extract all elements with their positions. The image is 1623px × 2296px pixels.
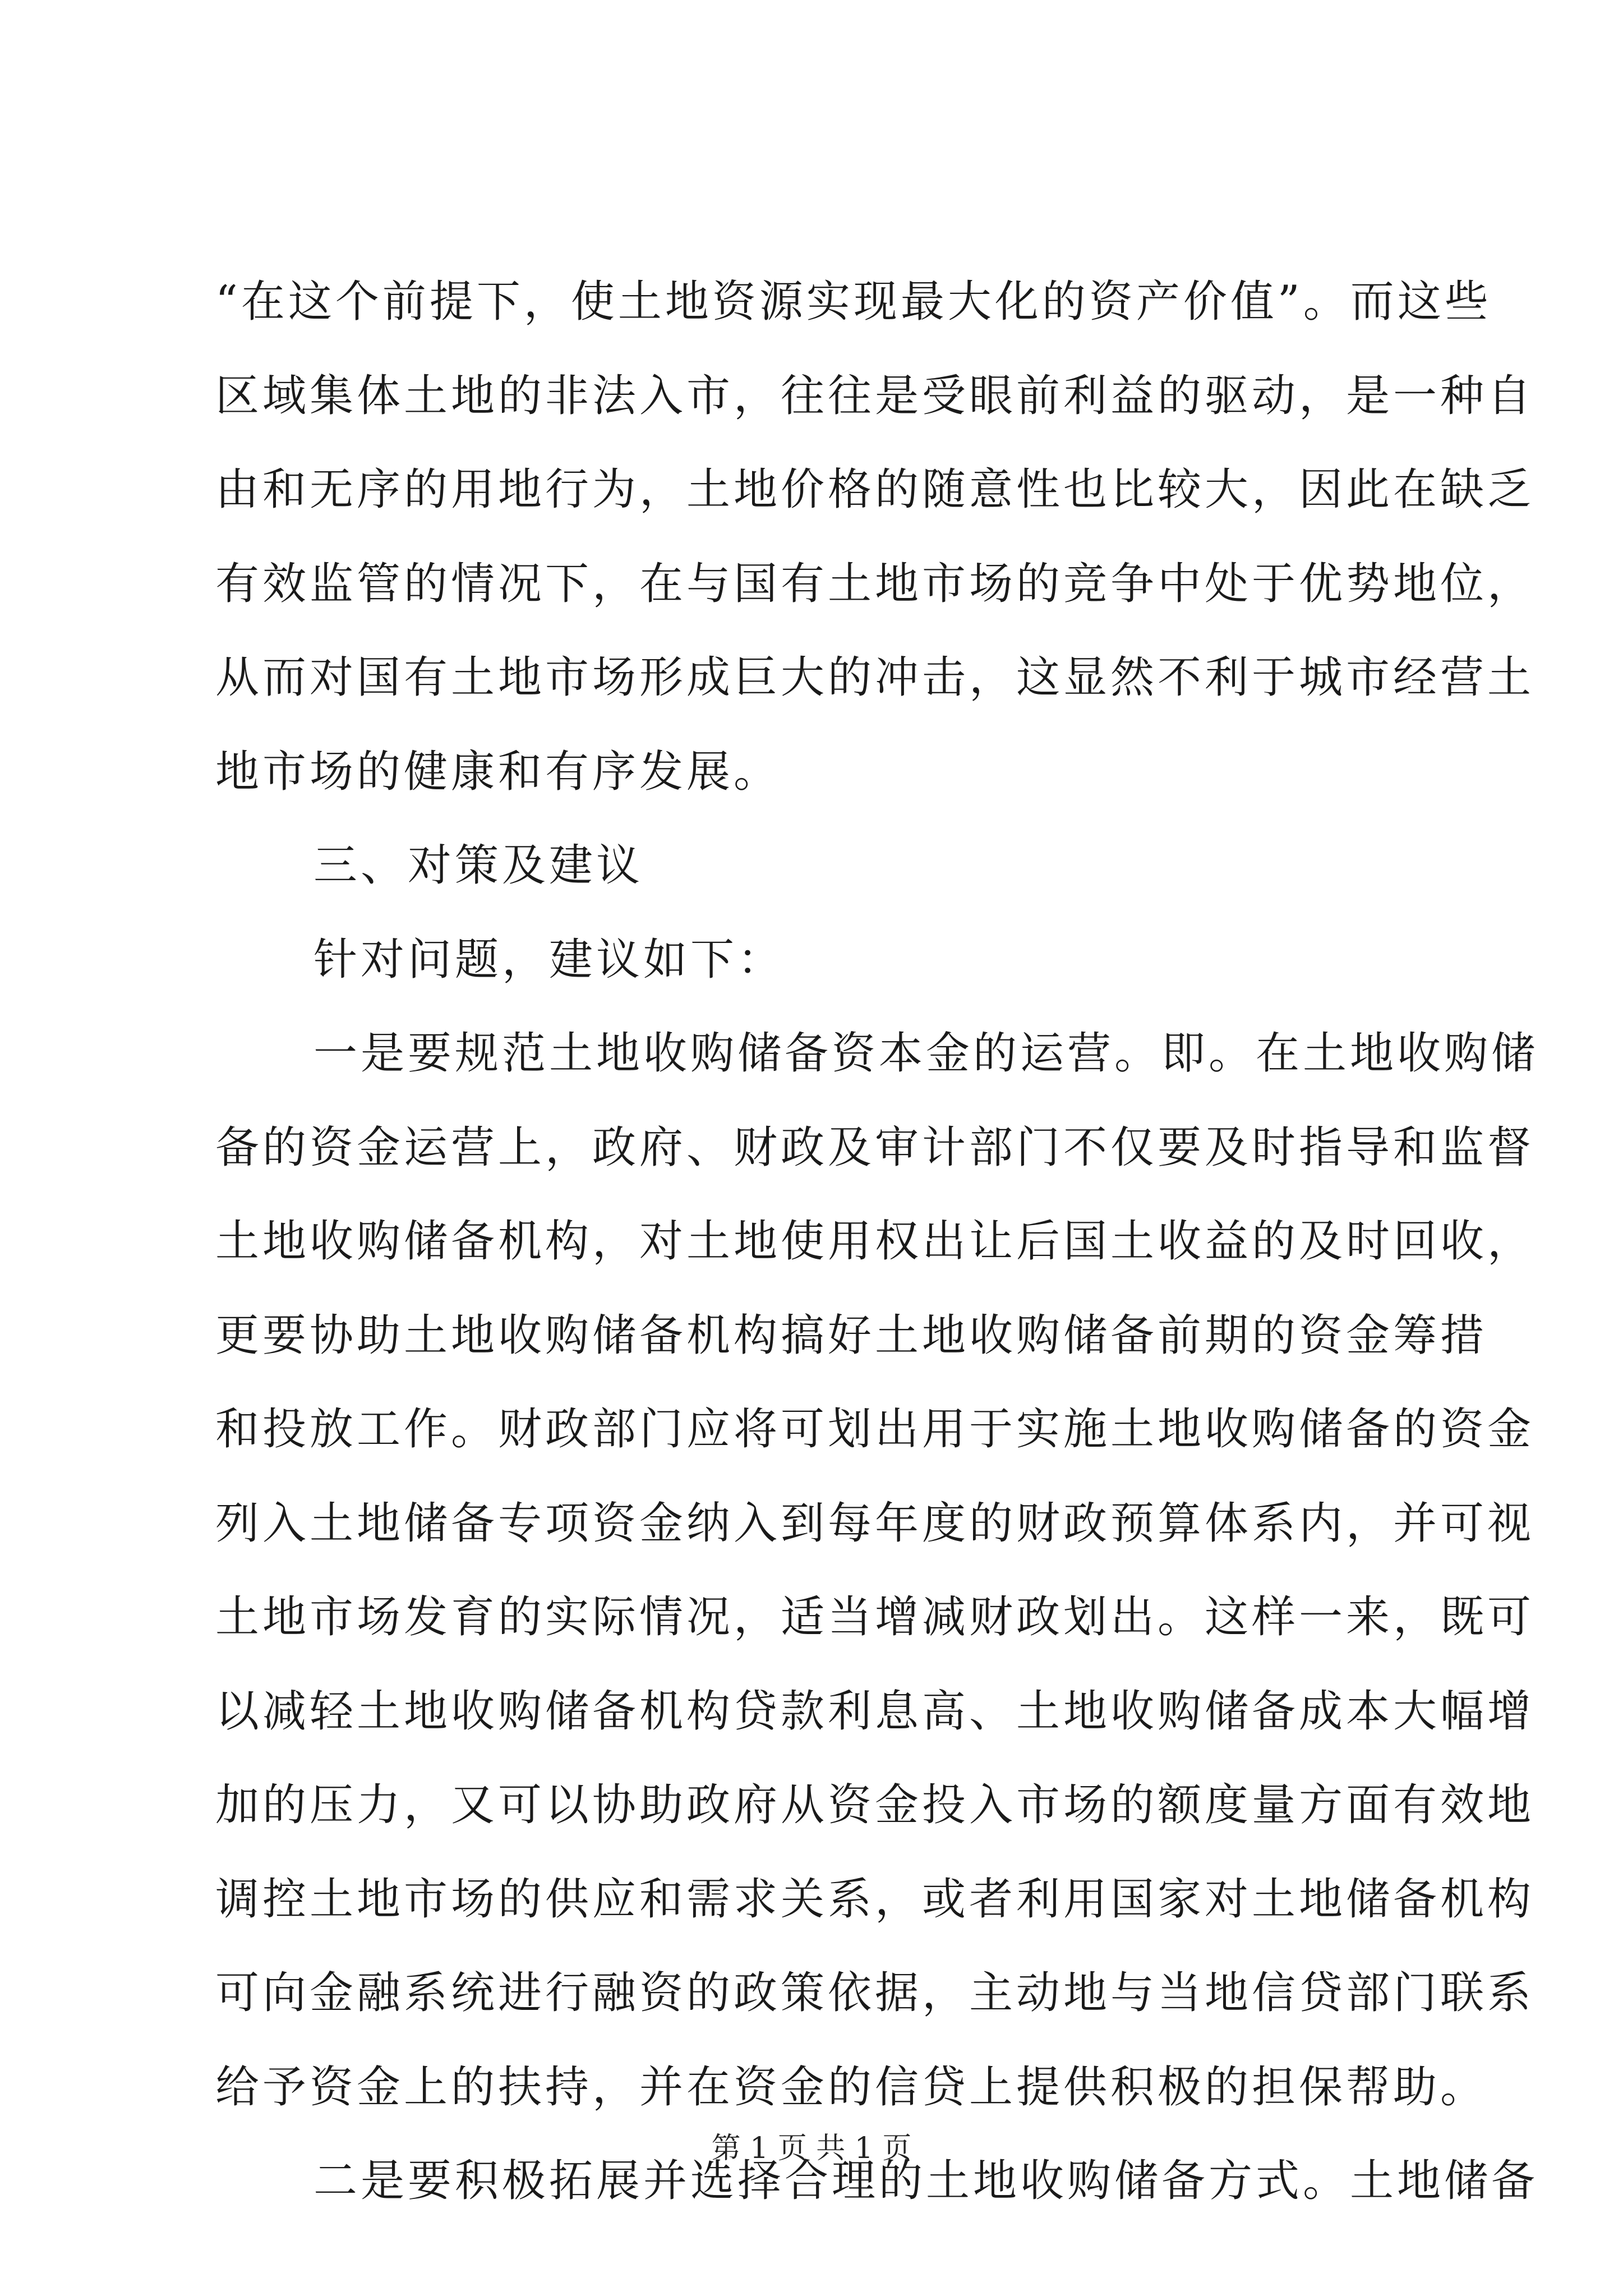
text-line: 加的压力，又可以协助政府从资金投入市场的额度量方面有效地 xyxy=(215,1780,1535,1830)
text-line: 给予资金上的扶持，并在资金的信贷上提供积极的担保帮助。 xyxy=(215,2062,1488,2113)
text-line: 更要协助土地收购储备机构搞好土地收购储备前期的资金筹措 xyxy=(215,1310,1488,1361)
text-line: 调控土地市场的供应和需求关系，或者利用国家对土地储备机构 xyxy=(215,1874,1535,1925)
text-line: 列入土地储备专项资金纳入到每年度的财政预算体系内，并可视 xyxy=(215,1498,1535,1549)
text-line: 土地收购储备机构，对土地使用权出让后国土收益的及时回收， xyxy=(215,1216,1535,1267)
page-footer: 第 1 页 共 1 页 xyxy=(711,2132,912,2165)
document-body xyxy=(215,255,1539,2229)
section-heading: 三、对策及建议 xyxy=(313,840,644,891)
text-line: 由和无序的用地行为，土地价格的随意性也比较大，因此在缺乏 xyxy=(215,464,1535,515)
text-line: 二是要积极拓展并选择合理的土地收购储备方式。土地储备 xyxy=(313,2156,1539,2206)
text-line: 从而对国有土地市场形成巨大的冲击，这显然不利于城市经营土 xyxy=(215,652,1535,703)
text-line: 地市场的健康和有序发展。 xyxy=(215,746,781,797)
text-line: 土地市场发育的实际情况，适当增减财政划出。这样一来，既可 xyxy=(215,1592,1535,1642)
text-line: “在这个前提下，使土地资源实现最大化的资产价值”。而这些 xyxy=(215,277,1492,327)
text-line: 备的资金运营上，政府、财政及审计部门不仅要及时指导和监督 xyxy=(215,1122,1535,1173)
text-line: 和投放工作。财政部门应将可划出用于实施土地收购储备的资金 xyxy=(215,1404,1535,1455)
text-line: 区域集体土地的非法入市，往往是受眼前利益的驱动，是一种自 xyxy=(215,370,1535,421)
text-line: 针对问题，建议如下： xyxy=(313,934,785,985)
text-line: 可向金融系统进行融资的政策依据，主动地与当地信贷部门联系 xyxy=(215,1968,1535,2018)
text-line: 一是要规范土地收购储备资本金的运营。即。在土地收购储 xyxy=(313,1028,1539,1079)
text-line: 有效监管的情况下，在与国有土地市场的竞争中处于优势地位， xyxy=(215,558,1535,609)
text-line: 以减轻土地收购储备机构贷款利息高、土地收购储备成本大幅增 xyxy=(215,1686,1535,1737)
